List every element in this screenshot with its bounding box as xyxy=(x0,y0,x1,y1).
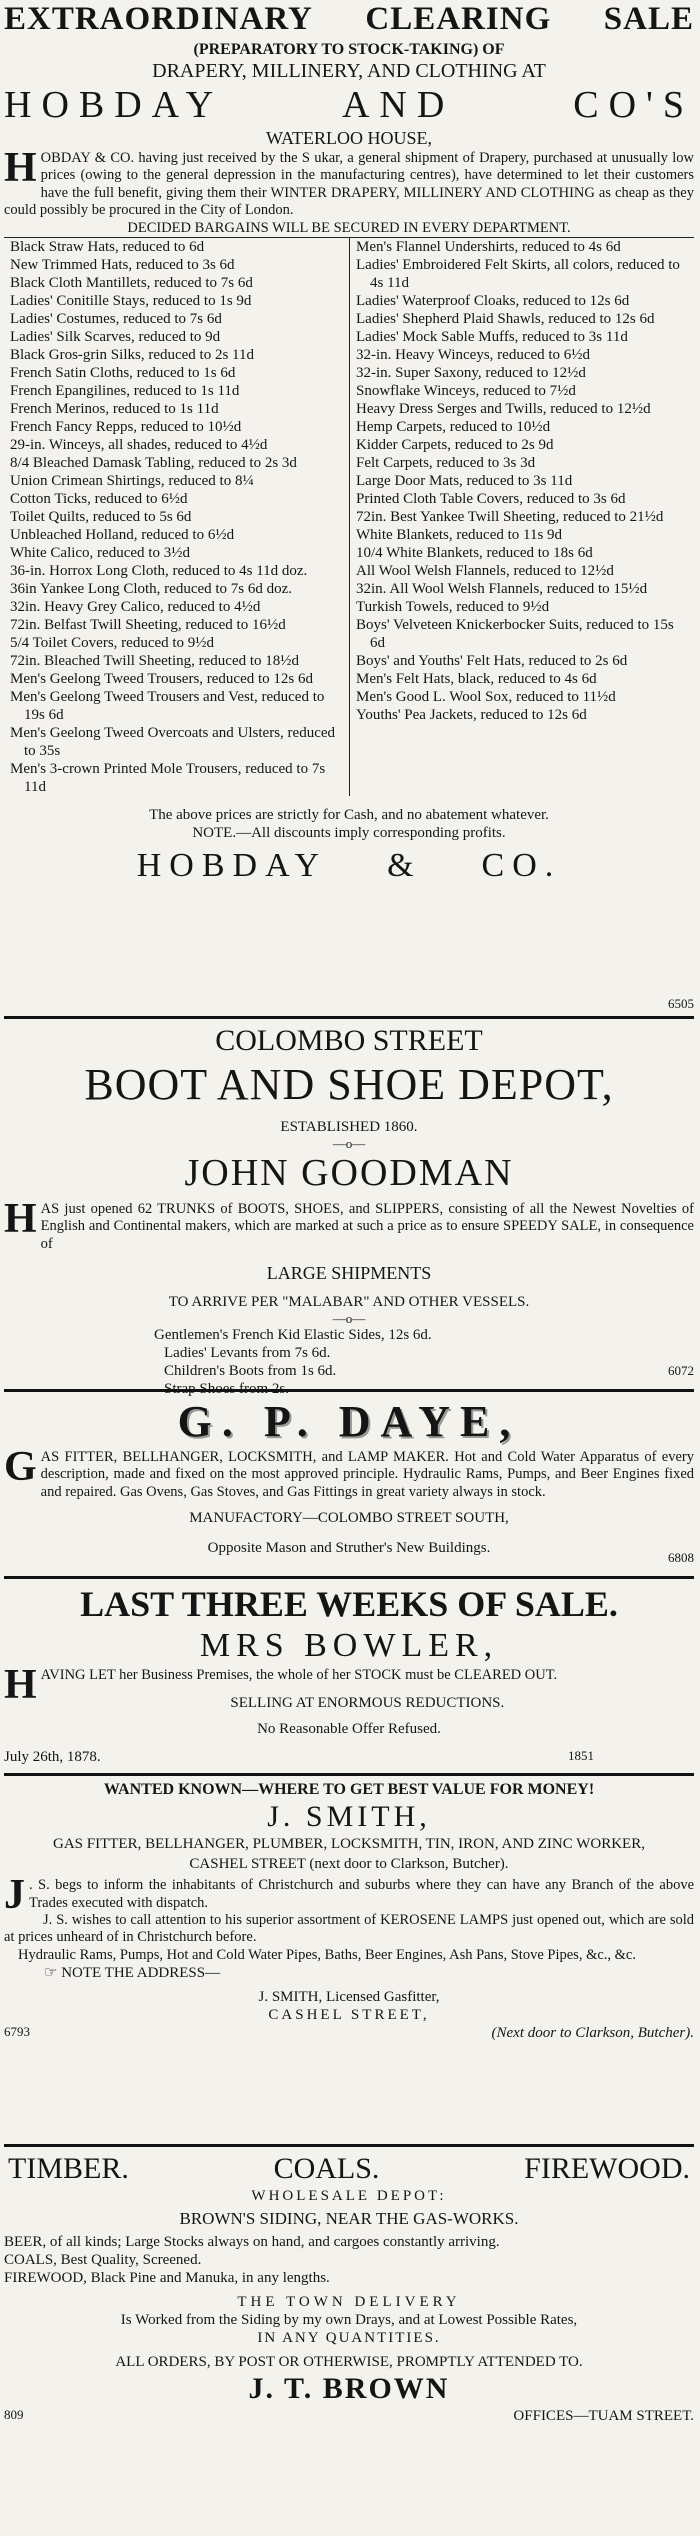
hobday-price-item: Black Cloth Mantillets, reduced to 7s 6d xyxy=(10,274,253,291)
hobday-sign-2: & xyxy=(387,846,422,884)
hobday-terms: The above prices are strictly for Cash, and no abatement whatever. xyxy=(149,806,549,823)
divider-5 xyxy=(4,2144,694,2147)
brown-beer: BEER, of all kinds; Large Stocks always on hand, and cargoes constantly arriving. xyxy=(4,2234,500,2251)
hobday-price-item: Black Gros-grin Silks, reduced to 2s 11d xyxy=(10,346,254,363)
brown-worked: Is Worked from the Siding by my own Drays, and at Lowest Possible Rates, xyxy=(120,2312,578,2329)
smith-rams: Hydraulic Rams, Pumps, Hot and Cold Water Pipes, Baths, Beer Engines, Ash Pans, Stove Pipes, &c., &c. xyxy=(18,1946,636,1963)
hobday-price-item: Felt Carpets, reduced to 3s 3d xyxy=(356,454,536,471)
smith-address-2: (Next door to Clarkson, Butcher). xyxy=(491,2025,694,2042)
hobday-price-item: 72in. Belfast Twill Sheeting, reduced to 16½d xyxy=(10,616,286,633)
hobday-intro xyxy=(4,144,694,220)
daye-intro xyxy=(4,1443,694,1501)
hobday-price-item: Snowflake Winceys, reduced to 7½d xyxy=(356,382,576,399)
hobday-price-item: White Blankets, reduced to 11s 9d xyxy=(356,526,563,543)
hobday-name-2: AND xyxy=(341,83,455,126)
smith-sign: J. SMITH, Licensed Gasfitter, xyxy=(258,1989,440,2006)
goodman-street: COLOMBO STREET xyxy=(215,1024,483,1057)
hobday-price-item: Toilet Quilts, reduced to 5s 6d xyxy=(10,508,192,525)
brown-depot: WHOLESALE DEPOT: xyxy=(251,2188,447,2204)
hobday-price-item: Large Door Mats, reduced to 3s 11d xyxy=(356,472,573,489)
goodman-item: Children's Boots from 1s 6d. xyxy=(164,1363,337,1380)
hobday-drop-cap: H xyxy=(4,144,37,191)
hobday-price-item: 72in. Best Yankee Twill Sheeting, reduced to 21½d xyxy=(356,508,664,525)
hobday-price-item: 10/4 White Blankets, reduced to 18s 6d xyxy=(356,544,593,561)
bowler-ref: 1851 xyxy=(568,1748,594,1764)
hobday-price-item: 29-in. Winceys, all shades, reduced to 4½d xyxy=(10,436,268,453)
goodman-arrive: TO ARRIVE PER "MALABAR" AND OTHER VESSELS. xyxy=(168,1293,530,1310)
daye-ref: 6808 xyxy=(668,1550,694,1566)
goodman-separator-2: —o— xyxy=(332,1310,366,1326)
hobday-price-item: Unbleached Holland, reduced to 6½d xyxy=(10,526,235,543)
divider-4 xyxy=(4,1773,694,1776)
hobday-price-item: Men's Felt Hats, black, reduced to 4s 6d xyxy=(356,670,597,687)
hobday-price-item: Men's 3-crown Printed Mole Trousers, reduced to 7s 11d xyxy=(10,760,326,795)
hobday-price-item: New Trimmed Hats, reduced to 3s 6d xyxy=(10,256,235,273)
brown-head-1: TIMBER. xyxy=(8,2152,129,2185)
brown-footer xyxy=(4,2407,694,2425)
goodman-separator-1: —o— xyxy=(332,1135,366,1151)
brown-siding: BROWN'S SIDING, NEAR THE GAS-WORKS. xyxy=(179,2209,519,2228)
hobday-price-item: Ladies' Waterproof Cloaks, reduced to 12s 6d xyxy=(356,292,630,309)
bowler-name: MRS BOWLER, xyxy=(199,1627,499,1665)
hobday-ad xyxy=(4,0,694,1012)
hobday-price-item: Ladies' Mock Sable Muffs, reduced to 3s 11d xyxy=(356,328,628,345)
goodman-intro xyxy=(4,1195,694,1253)
hobday-price-item: French Merinos, reduced to 1s 11d xyxy=(10,400,219,417)
hobday-sign-1: HOBDAY xyxy=(136,846,328,884)
hobday-price-item: Ladies' Conitille Stays, reduced to 1s 9d xyxy=(10,292,252,309)
smith-lamps: J. S. wishes to call attention to his superior assortment of KEROSENE LAMPS just opened out, which are sold at prices unheard of in Christchurch before. xyxy=(4,1911,694,1946)
hobday-price-item: Kidder Carpets, reduced to 2s 9d xyxy=(356,436,554,453)
goodman-ad xyxy=(4,1023,694,1398)
brown-ref: 809 xyxy=(4,2407,24,2423)
smith-note: ☞ NOTE THE ADDRESS— xyxy=(4,1964,694,1982)
hobday-price-item: Heavy Dress Serges and Twills, reduced to 12½d xyxy=(356,400,651,417)
smith-trades: GAS FITTER, BELLHANGER, PLUMBER, LOCKSMITH, TIN, IRON, AND ZINC WORKER, xyxy=(53,1836,645,1853)
bowler-head: LAST THREE WEEKS OF SALE. xyxy=(80,1584,618,1624)
goodman-item: Strap Shoes from 2s. xyxy=(164,1381,289,1398)
hobday-left-column xyxy=(4,238,349,796)
goodman-drop-cap: H xyxy=(4,1195,37,1242)
bowler-refused: No Reasonable Offer Refused. xyxy=(257,1721,441,1738)
hobday-price-item: Men's Geelong Tweed Overcoats and Ulsters, reduced to 35s xyxy=(10,724,336,759)
goodman-item: Gentlemen's French Kid Elastic Sides, 12s 6d. xyxy=(154,1327,432,1344)
hobday-price-item: Printed Cloth Table Covers, reduced to 3s 6d xyxy=(356,490,626,507)
daye-opposite: Opposite Mason and Struther's New Buildings. xyxy=(207,1539,491,1556)
smith-ref: 6793 xyxy=(4,2024,30,2040)
hobday-price-item: French Fancy Repps, reduced to 10½d xyxy=(10,418,242,435)
goodman-intro-text: AS just opened 62 TRUNKS of BOOTS, SHOES, and SLIPPERS, consisting of all the Newest Novelties of English and Continental makers, which are marked at such a price as to ensure SPEEDY SALE, in consequence of xyxy=(40,1200,694,1252)
hobday-note: NOTE.—All discounts imply corresponding profits. xyxy=(192,824,506,841)
smith-address-1: CASHEL STREET, xyxy=(268,2007,430,2024)
hobday-name xyxy=(4,83,694,129)
hobday-price-item: 32in. Heavy Grey Calico, reduced to 4½d xyxy=(10,598,261,615)
brown-orders: ALL ORDERS, BY POST OR OTHERWISE, PROMPTLY ATTENDED TO. xyxy=(115,2354,583,2371)
hobday-price-item: Boys' Velveteen Knickerbocker Suits, reduced to 15s 6d xyxy=(356,616,674,651)
hobday-price-item: Boys' and Youths' Felt Hats, reduced to 2s 6d xyxy=(356,652,628,669)
hobday-name-1: HOBDAY xyxy=(4,83,224,126)
daye-intro-text: AS FITTER, BELLHANGER, LOCKSMITH, and LAMP MAKER. Hot and Cold Water Apparatus of every description, made and fixed on the most approved principle. Hydraulic Rams, Pumps, and Beer Engines fixed and repaired. Gas Ovens, Gas Stoves, and Gas Fittings in great variety always in stock. xyxy=(40,1448,694,1500)
smith-intro xyxy=(4,1872,694,1919)
goodman-name: JOHN GOODMAN xyxy=(184,1152,514,1195)
hobday-bargains: DECIDED BARGAINS WILL BE SECURED IN EVERY DEPARTMENT. xyxy=(127,219,571,236)
brown-coals: COALS, Best Quality, Screened. xyxy=(4,2252,202,2269)
goodman-depot: BOOT AND SHOE DEPOT, xyxy=(84,1060,614,1109)
hobday-price-item: Ladies' Embroidered Felt Skirts, all colors, reduced to 4s 11d xyxy=(356,256,680,291)
hobday-ref: 6505 xyxy=(668,996,694,1012)
divider-3 xyxy=(4,1576,694,1579)
brown-office: OFFICES—TUAM STREET. xyxy=(513,2408,694,2425)
hobday-signature xyxy=(4,846,694,887)
bowler-ad xyxy=(4,1583,694,1769)
hobday-price-item: Cotton Ticks, reduced to 6½d xyxy=(10,490,188,507)
hobday-price-item: Youths' Pea Jackets, reduced to 12s 6d xyxy=(356,706,587,723)
smith-intro-text: . S. begs to inform the inhabitants of Christchurch and suburbs where they can have any Branch of the above Trades executed with dispatch. xyxy=(29,1877,694,1911)
daye-name: G. P. DAYE, xyxy=(177,1397,521,1446)
hobday-price-item: 36in Yankee Long Cloth, reduced to 7s 6d doz. xyxy=(10,580,293,597)
hobday-price-item: Men's Geelong Tweed Trousers, reduced to 12s 6d xyxy=(10,670,314,687)
smith-ad xyxy=(4,1780,694,2140)
goodman-established: ESTABLISHED 1860. xyxy=(280,1118,418,1135)
smith-drop-cap: J xyxy=(4,1872,25,1919)
hobday-price-item: French Epangilines, reduced to 1s 11d xyxy=(10,382,240,399)
goodman-large: LARGE SHIPMENTS xyxy=(266,1263,432,1284)
bowler-footer xyxy=(4,1748,694,1766)
goodman-items xyxy=(4,1326,694,1398)
hobday-price-item: 32-in. Super Saxony, reduced to 12½d xyxy=(356,364,586,381)
hobday-sub: (PREPARATORY TO STOCK-TAKING) OF xyxy=(193,40,505,58)
smith-footer xyxy=(4,2024,694,2042)
hobday-headline xyxy=(4,0,694,40)
bowler-intro-text: AVING LET her Business Premises, the whole of her STOCK must be CLEARED OUT. xyxy=(40,1666,558,1683)
hobday-price-item: Black Straw Hats, reduced to 6d xyxy=(10,238,205,255)
divider-1 xyxy=(4,1016,694,1019)
bowler-drop-cap: H xyxy=(4,1661,37,1708)
brown-qty: IN ANY QUANTITIES. xyxy=(257,2330,441,2347)
hobday-headline-word-1: EXTRAORDINARY xyxy=(4,1,313,37)
daye-drop-cap: G xyxy=(4,1443,37,1490)
hobday-price-columns xyxy=(4,237,694,796)
goodman-item: Ladies' Levants from 7s 6d. xyxy=(164,1345,331,1362)
hobday-price-item: Hemp Carpets, reduced to 10½d xyxy=(356,418,551,435)
hobday-price-item: Men's Flannel Undershirts, reduced to 4s 6d xyxy=(356,238,621,255)
hobday-name-3: CO'S xyxy=(573,83,694,126)
hobday-price-item: Turkish Towels, reduced to 9½d xyxy=(356,598,550,615)
hobday-price-item: 32-in. Heavy Winceys, reduced to 6½d xyxy=(356,346,591,363)
bowler-selling: SELLING AT ENORMOUS REDUCTIONS. xyxy=(230,1695,505,1712)
hobday-price-item: Men's Good L. Wool Sox, reduced to 11½d xyxy=(356,688,616,705)
hobday-price-item: Men's Geelong Tweed Trousers and Vest, reduced to 19s 6d xyxy=(10,688,325,723)
hobday-price-item: 72in. Bleached Twill Sheeting, reduced to 18½d xyxy=(10,652,300,669)
hobday-house: WATERLOO HOUSE, xyxy=(266,128,432,149)
hobday-price-item: 32in. All Wool Welsh Flannels, reduced to 15½d xyxy=(356,580,648,597)
hobday-sign-3: CO. xyxy=(481,846,562,884)
smith-street: CASHEL STREET (next door to Clarkson, Butcher). xyxy=(189,1856,509,1873)
hobday-price-item: French Satin Cloths, reduced to 1s 6d xyxy=(10,364,236,381)
hobday-headline-word-3: SALE xyxy=(603,1,694,37)
hobday-price-item: White Calico, reduced to 3½d xyxy=(10,544,190,561)
bowler-date: July 26th, 1878. xyxy=(4,1749,101,1766)
hobday-headline-word-2: CLEARING xyxy=(365,1,552,37)
brown-sign: J. T. BROWN xyxy=(248,2372,450,2406)
brown-head-3: FIREWOOD. xyxy=(524,2152,690,2185)
hobday-price-item: Ladies' Shepherd Plaid Shawls, reduced to 12s 6d xyxy=(356,310,655,327)
goodman-ref: 6072 xyxy=(668,1363,694,1379)
hobday-price-item: All Wool Welsh Flannels, reduced to 12½d xyxy=(356,562,614,579)
hobday-price-item: 5/4 Toilet Covers, reduced to 9½d xyxy=(10,634,215,651)
brown-ad xyxy=(4,2151,694,2451)
brown-head xyxy=(4,2151,694,2187)
hobday-right-column xyxy=(349,238,694,796)
brown-town: THE TOWN DELIVERY xyxy=(237,2294,461,2311)
brown-head-2: COALS. xyxy=(273,2152,380,2185)
hobday-price-item: 8/4 Bleached Damask Tabling, reduced to 2s 3d xyxy=(10,454,297,471)
hobday-price-item: Ladies' Silk Scarves, reduced to 9d xyxy=(10,328,221,345)
daye-factory: MANUFACTORY—COLOMBO STREET SOUTH, xyxy=(189,1509,509,1526)
hobday-price-item: 36-in. Horrox Long Cloth, reduced to 4s 11d doz. xyxy=(10,562,308,579)
hobday-price-item: Union Crimean Shirtings, reduced to 8¼ xyxy=(10,472,254,489)
smith-name: J. SMITH, xyxy=(267,1800,431,1834)
hobday-price-item: Ladies' Costumes, reduced to 7s 6d xyxy=(10,310,222,327)
daye-ad xyxy=(4,1396,694,1572)
smith-wanted: WANTED KNOWN—WHERE TO GET BEST VALUE FOR MONEY! xyxy=(103,1781,595,1798)
hobday-line: DRAPERY, MILLINERY, AND CLOTHING AT xyxy=(152,59,546,82)
brown-firewood: FIREWOOD, Black Pine and Manuka, in any lengths. xyxy=(4,2270,330,2287)
hobday-intro-text: OBDAY & CO. having just received by the S ukar, a general shipment of Drapery, purchased at unusually low prices (owing to the general depression in the manufacturing centres), have determined to let their customers have the full benefit, giving them their WINTER DRAPERY, MILLINERY AND CLOTHING as cheap as they could possibly be procured in the City of London. xyxy=(4,149,694,219)
